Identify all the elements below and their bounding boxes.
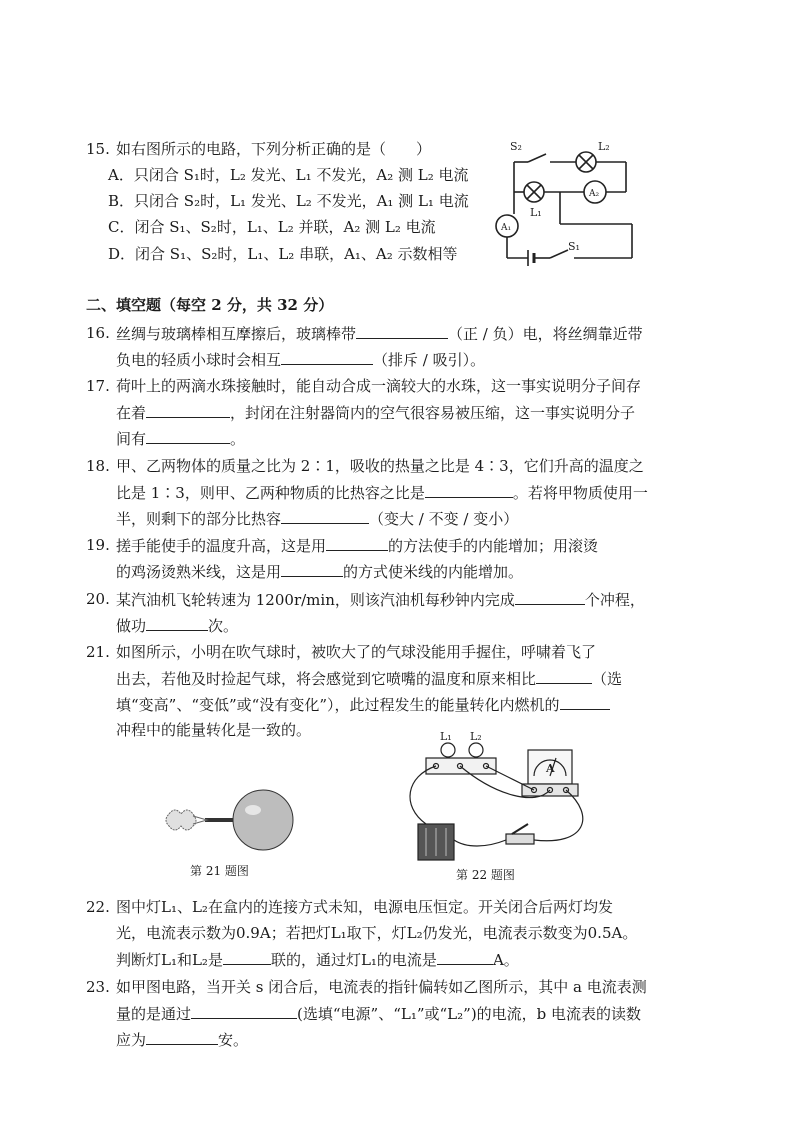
q16-text-1b: （正 / 负）电，将丝绸靠近带 <box>448 325 643 343</box>
q21-blank-2[interactable] <box>560 695 610 710</box>
q17-line1: 荷叶上的两滴水珠接触时，能自动合成一滴较大的水珠，这一事实说明分子间存 <box>116 377 642 395</box>
q23-line2 <box>116 1004 641 1023</box>
q18-text-2a: 比是 1∶3，则甲、乙两种物质的比热容之比是 <box>116 484 425 502</box>
q21-text-2a: 出去，若他及时捡起气球，将会感觉到它喷嘴的温度和原来相比 <box>116 670 537 688</box>
q15-option-a: A．只闭合 S₁时，L₂ 发光、L₁ 不发光，A₂ 测 L₂ 电流 <box>108 166 469 184</box>
q18-line3 <box>116 509 518 528</box>
q21-blank-1[interactable] <box>536 669 592 684</box>
figure-22-label-l2: L₂ <box>470 730 482 743</box>
q21-text-2b: （选 <box>592 670 623 688</box>
q16-blank-2[interactable] <box>281 350 373 365</box>
q15-stem: 如右图所示的电路，下列分析正确的是（ ） <box>116 140 432 158</box>
q15-circuit-diagram <box>494 134 644 274</box>
q21-line4: 冲程中的能量转化是一致的。 <box>116 721 312 739</box>
q16-line2 <box>116 350 485 369</box>
q18-line1: 甲、乙两物体的质量之比为 2∶1，吸收的热量之比是 4∶3，它们升高的温度之 <box>116 457 644 475</box>
q17-blank-2[interactable] <box>146 429 230 444</box>
q15-label-a2: A₂ <box>589 189 600 199</box>
q16-line1 <box>116 324 643 343</box>
q17-line2 <box>116 403 635 422</box>
q18-number: 18. <box>86 457 110 475</box>
q16-number: 16. <box>86 324 110 342</box>
q18-text-3b: （变大 / 不变 / 变小） <box>369 510 519 528</box>
q23-number: 23. <box>86 978 110 996</box>
q22-number: 22. <box>86 898 110 916</box>
q23-line3 <box>116 1030 248 1049</box>
q15-label-l1: L₁ <box>530 206 542 219</box>
q16-blank-1[interactable] <box>356 324 448 339</box>
q23-blank-2[interactable] <box>146 1030 218 1045</box>
q23-text-3b: 安。 <box>218 1031 249 1049</box>
q22-line3 <box>116 950 519 969</box>
q23-text-3a: 应为 <box>116 1031 147 1049</box>
q18-blank-2[interactable] <box>281 509 369 524</box>
balloon-figure <box>155 784 295 854</box>
q18-blank-1[interactable] <box>425 483 513 498</box>
q22-text-3b: 联的，通过灯L₁的电流是 <box>270 951 437 969</box>
q19-line2 <box>116 562 523 581</box>
q22-text-3c: A。 <box>492 951 519 969</box>
q15-label-s1: S₁ <box>568 240 580 253</box>
q20-number: 20. <box>86 590 110 608</box>
q19-blank-2[interactable] <box>281 562 343 577</box>
q21-text-3a: 填“变高”、“变低”或“没有变化”），此过程发生的能量转化内燃机的 <box>116 696 560 714</box>
q21-number: 21. <box>86 643 110 661</box>
q20-blank-2[interactable] <box>146 616 208 631</box>
figure-22-ammeter-label: A <box>546 762 555 775</box>
q18-text-2b: 。若将甲物质使用一 <box>512 484 648 502</box>
q22-line1: 图中灯L₁、L₂在盒内的连接方式未知，电源电压恒定。开关闭合后两灯均发 <box>116 898 613 916</box>
q23-text-2b: (选填“电源”、“L₁”或“L₂”)的电流，b 电流表的读数 <box>297 1005 642 1023</box>
q19-text-1b: 的方法使手的内能增加；用滚烫 <box>388 537 599 555</box>
q20-blank-1[interactable] <box>515 590 585 605</box>
q22-line2: 光，电流表示数为0.9A；若把灯L₁取下，灯L₂仍发光，电流表示数变为0.5A。 <box>116 924 638 942</box>
apparatus-figure <box>396 730 606 866</box>
q15-label-l2: L₂ <box>598 140 610 153</box>
q20-line1 <box>116 590 645 609</box>
q17-text-3b: 。 <box>230 430 246 448</box>
q16-text-2a: 负电的轻质小球时会相互 <box>116 351 282 369</box>
q17-blank-1[interactable] <box>146 403 230 418</box>
q23-text-2a: 量的是通过 <box>116 1005 192 1023</box>
q15-label-a1: A₁ <box>501 223 512 233</box>
q15-label-s2: S₂ <box>510 140 522 153</box>
q17-number: 17. <box>86 377 110 395</box>
q19-text-2b: 的方式使米线的内能增加。 <box>343 563 524 581</box>
figure-22-label-l1: L₁ <box>440 730 452 743</box>
q15-number: 15. <box>86 140 110 158</box>
section-heading: 二、填空题（每空 2 分，共 32 分） <box>86 296 334 314</box>
q18-text-3a: 半，则剩下的部分比热容 <box>116 510 282 528</box>
q16-text-1a: 丝绸与玻璃棒相互摩擦后，玻璃棒带 <box>116 325 357 343</box>
figure-22-caption: 第 22 题图 <box>456 868 515 882</box>
q19-line1 <box>116 536 598 555</box>
q20-text-1b: 个冲程， <box>584 591 645 609</box>
q20-line2 <box>116 616 238 635</box>
q17-text-3a: 间有 <box>116 430 147 448</box>
q19-number: 19. <box>86 536 110 554</box>
q22-blank-2[interactable] <box>437 950 493 965</box>
q17-line3 <box>116 429 245 448</box>
q17-text-2a: 在着 <box>116 404 147 422</box>
q18-line2 <box>116 483 648 502</box>
q19-blank-1[interactable] <box>326 536 388 551</box>
q21-line3 <box>116 695 610 714</box>
q20-text-2b: 次。 <box>208 617 239 635</box>
q16-text-2b: （排斥 / 吸引）。 <box>373 351 486 369</box>
q17-text-2b: ，封闭在注射器筒内的空气很容易被压缩，这一事实说明分子 <box>230 404 636 422</box>
q15-option-c: C．闭合 S₁、S₂时，L₁、L₂ 并联，A₂ 测 L₂ 电流 <box>108 218 436 236</box>
q15-option-b: B．只闭合 S₂时，L₁ 发光、L₂ 不发光，A₁ 测 L₁ 电流 <box>108 192 469 210</box>
q22-text-3a: 判断灯L₁和L₂是 <box>116 951 223 969</box>
figure-21-caption: 第 21 题图 <box>190 864 249 878</box>
q20-text-1a: 某汽油机飞轮转速为 1200r/min，则该汽油机每秒钟内完成 <box>116 591 515 609</box>
q23-blank-1[interactable] <box>191 1004 297 1019</box>
q21-line2 <box>116 669 622 688</box>
q23-line1: 如甲图电路，当开关 s 闭合后，电流表的指针偏转如乙图所示，其中 a 电流表测 <box>116 978 647 996</box>
q21-line1: 如图所示，小明在吹气球时，被吹大了的气球没能用手握住，呼啸着飞了 <box>116 643 597 661</box>
q19-text-2a: 的鸡汤烫熟米线，这是用 <box>116 563 282 581</box>
q22-blank-1[interactable] <box>223 950 271 965</box>
q15-option-d: D．闭合 S₁、S₂时，L₁、L₂ 串联，A₁、A₂ 示数相等 <box>108 245 458 263</box>
q19-text-1a: 搓手能使手的温度升高，这是用 <box>116 537 327 555</box>
q20-text-2a: 做功 <box>116 617 147 635</box>
